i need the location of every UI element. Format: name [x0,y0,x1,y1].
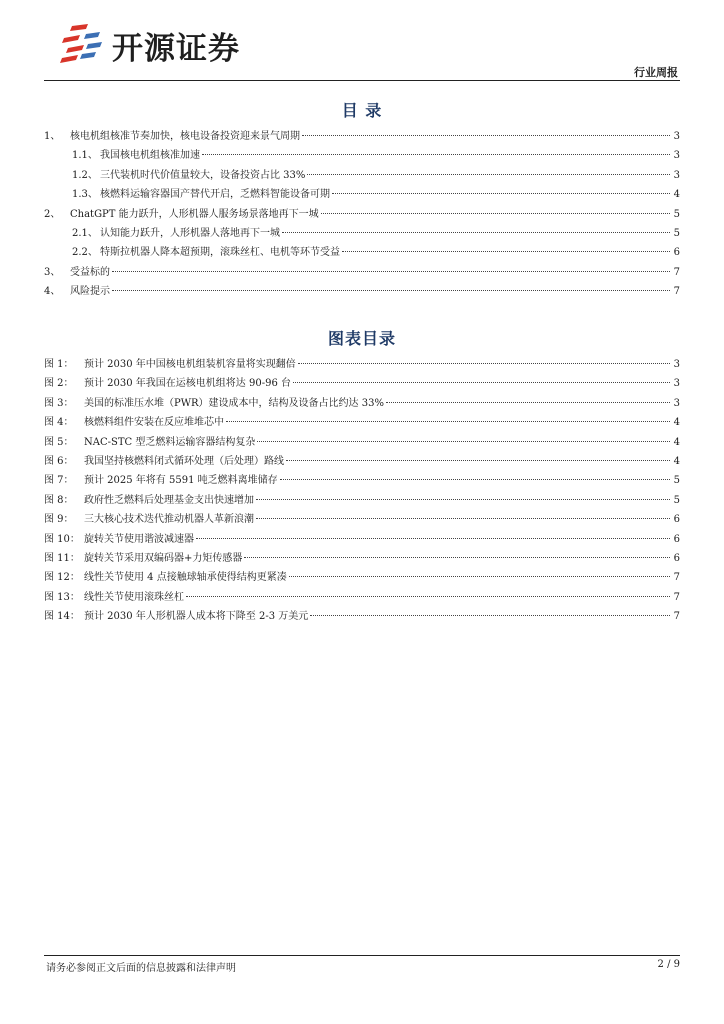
entry-page: 4 [673,189,680,201]
entry-page: 4 [673,417,680,429]
footer-disclaimer: 请务必参阅正文后面的信息披露和法律声明 [46,963,236,974]
entry-label: 预计 2030 年我国在运核电机组将达 90-96 台 [84,378,291,390]
entry-page: 6 [673,247,680,259]
toc-title: 目 录 [341,101,383,120]
dot-leader [112,271,670,272]
brand-name: 开源证券 [112,30,240,67]
figure-entry[interactable] [44,413,680,432]
entry-number: 图 8： [44,494,74,506]
dot-leader [321,213,670,214]
entry-page: 3 [673,378,680,390]
toc-entry[interactable] [44,282,680,301]
entry-number: 图 11： [44,552,80,564]
entry-page: 3 [673,359,680,370]
entry-label: 核电机组核准节奏加快，核电设备投资迎来景气周期 [70,131,300,142]
table-of-contents [44,127,680,302]
entry-number: 图 13： [44,591,80,603]
figure-entry[interactable] [44,374,680,393]
entry-page: 5 [673,494,680,506]
entry-number: 图 1： [44,359,74,370]
entry-label: 我国核电机组核准加速 [100,150,200,162]
entry-number: 图 9： [44,514,74,526]
entry-number: 图 2： [44,378,74,390]
entry-page: 7 [673,572,680,584]
entry-page: 6 [673,514,680,526]
toc-entry[interactable] [44,146,680,165]
entry-label: 受益标的 [70,266,110,278]
toc-entry[interactable] [44,166,680,185]
entry-number: 2.1、 [72,227,98,239]
figure-entry[interactable] [44,530,680,549]
toc-entry[interactable] [44,127,680,146]
page-number: 2 / 9 [657,959,680,970]
header-divider [44,80,680,81]
document-type-label: 行业周报 [634,66,678,79]
figure-entry[interactable] [44,549,680,568]
dot-leader [342,251,670,252]
figure-entry[interactable] [44,510,680,529]
entry-number: 4、 [44,286,61,298]
entry-number: 图 6： [44,455,74,467]
figure-list-title: 图表目录 [327,329,396,348]
entry-label: 预计 2025 年将有 5591 吨乏燃料离堆储存 [84,475,278,487]
toc-entry[interactable] [44,243,680,262]
entry-page: 7 [673,591,680,603]
entry-label: 三代装机时代价值量较大，设备投资占比 33% [100,169,306,181]
dot-leader [307,174,670,175]
entry-page: 5 [673,208,680,220]
entry-label: ChatGPT 能力跃升，人形机器人服务场景落地再下一城 [70,208,319,220]
entry-number: 1.3、 [72,189,98,201]
entry-label: 特斯拉机器人降本超预期，滚珠丝杠、电机等环节受益 [100,247,340,259]
entry-number: 1、 [44,131,61,142]
brand-mark-icon [58,22,102,68]
toc-entry[interactable] [44,205,680,224]
page-header [44,14,680,80]
dot-leader [293,382,670,383]
figure-list [44,355,680,626]
dot-leader [282,232,670,233]
entry-page: 3 [673,169,680,181]
entry-page: 7 [673,286,680,298]
entry-label: 核燃料运输容器国产替代开启，乏燃料智能设备可期 [100,189,330,201]
entry-label: 线性关节使用滚珠丝杠 [84,591,184,603]
figure-entry[interactable] [44,452,680,471]
footer-divider [44,955,680,956]
entry-page: 7 [673,611,680,623]
dot-leader [202,154,670,155]
entry-number: 图 7： [44,475,74,487]
entry-label: NAC-STC 型乏燃料运输容器结构复杂 [84,436,256,448]
entry-page: 4 [673,436,680,448]
brand-logo [58,22,240,68]
dot-leader [286,460,670,461]
entry-label: 线性关节使用 4 点接触球轴承使得结构更紧凑 [84,572,287,584]
entry-number: 图 3： [44,397,74,409]
entry-page: 5 [673,475,680,487]
entry-page: 3 [673,397,680,409]
dot-leader [186,596,670,597]
entry-page: 3 [673,131,680,142]
entry-label: 预计 2030 年人形机器人成本将下降至 2-3 万美元 [84,611,309,623]
entry-number: 3、 [44,266,61,278]
dot-leader [226,421,670,422]
dot-leader [112,290,670,291]
dot-leader [386,402,670,403]
figure-entry[interactable] [44,491,680,510]
figure-entry[interactable] [44,471,680,490]
entry-number: 2、 [44,208,61,220]
figure-entry[interactable] [44,433,680,452]
entry-page: 7 [673,266,680,278]
entry-number: 2.2、 [72,247,98,259]
entry-label: 我国坚持核燃料闭式循环处理（后处理）路线 [84,455,284,467]
entry-page: 3 [673,150,680,162]
entry-label: 核燃料组件安装在反应堆堆芯中 [84,417,224,429]
entry-label: 美国的标准压水堆（PWR）建设成本中，结构及设备占比约达 33% [84,397,384,409]
toc-entry[interactable] [44,224,680,243]
entry-label: 风险提示 [70,286,110,298]
entry-number: 图 5： [44,436,74,448]
figure-entry[interactable] [44,394,680,413]
dot-leader [256,499,670,500]
entry-number: 图 14： [44,611,80,623]
toc-entry[interactable] [44,263,680,282]
figure-entry[interactable] [44,355,680,374]
entry-label: 认知能力跃升，人形机器人落地再下一城 [100,227,280,239]
dot-leader [196,538,670,539]
dot-leader [298,363,670,364]
dot-leader [332,193,670,194]
entry-number: 1.2、 [72,169,98,181]
entry-page: 6 [673,552,680,564]
entry-label: 旋转关节使用谐波减速器 [84,533,194,545]
entry-page: 6 [673,533,680,545]
entry-label: 三大核心技术迭代推动机器人革新浪潮 [84,514,254,526]
dot-leader [256,518,670,519]
entry-number: 图 4： [44,417,74,429]
entry-page: 4 [673,455,680,467]
dot-leader [257,441,670,442]
entry-page: 5 [673,227,680,239]
dot-leader [310,615,670,616]
dot-leader [302,135,670,136]
entry-number: 1.1、 [72,150,98,162]
dot-leader [289,576,670,577]
figure-entry[interactable] [44,568,680,587]
entry-label: 预计 2030 年中国核电机组装机容量将实现翻倍 [84,359,296,370]
entry-label: 旋转关节采用双编码器+力矩传感器 [84,552,243,564]
toc-entry[interactable] [44,185,680,204]
dot-leader [280,479,670,480]
figure-entry[interactable] [44,607,680,626]
figure-entry[interactable] [44,588,680,607]
dot-leader [244,557,670,558]
entry-number: 图 12： [44,572,80,584]
entry-label: 政府性乏燃料后处理基金支出快速增加 [84,494,254,506]
entry-number: 图 10： [44,533,80,545]
